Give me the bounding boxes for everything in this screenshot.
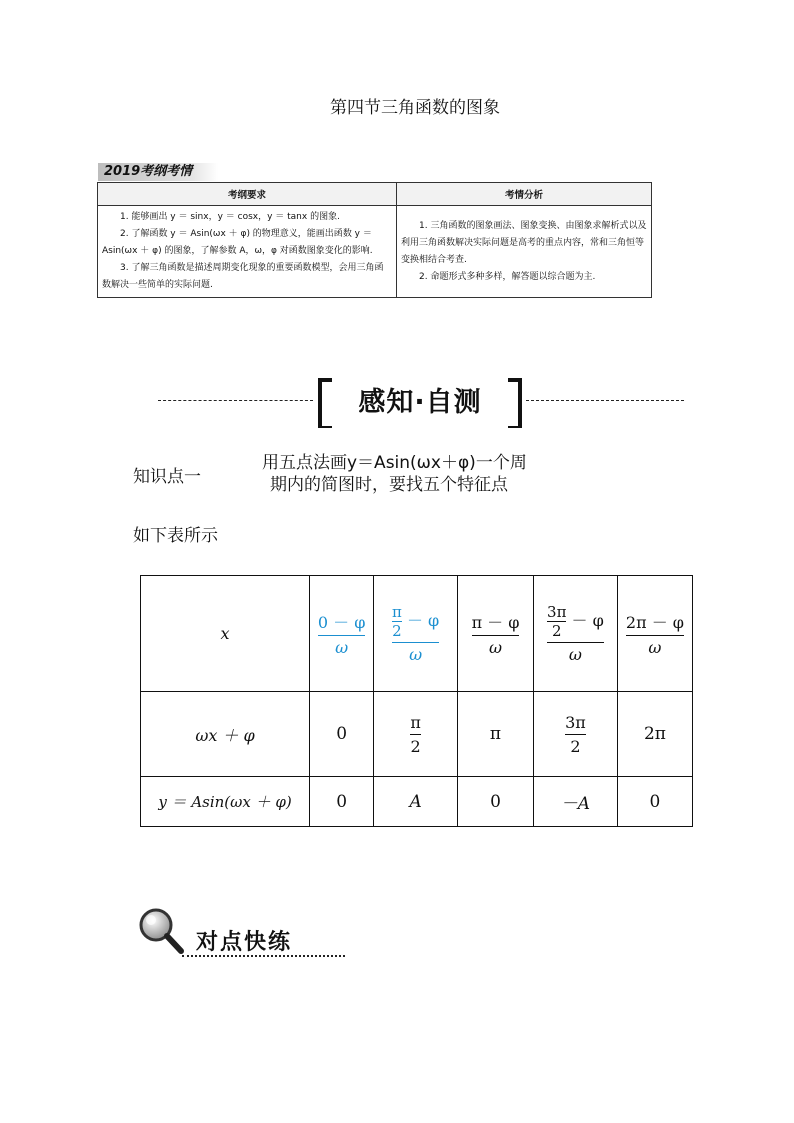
y-cell: 0	[458, 777, 534, 827]
analysis-item: 2. 命题形式多种多样，解答题以综合题为主.	[419, 271, 596, 282]
y-cell: A	[374, 777, 458, 827]
dashed-rule-left	[158, 400, 313, 401]
row-header-phase: ωx ＋ φ	[141, 692, 310, 777]
section-header	[158, 378, 686, 426]
row-header-x: x	[141, 576, 310, 692]
phase-fraction: $\frac{3\pi}{2}$	[565, 712, 586, 756]
five-point-table	[140, 575, 693, 827]
y-cell: 0	[310, 777, 374, 827]
phase-cell: 2π	[617, 692, 692, 777]
table-row	[141, 576, 693, 692]
table-row	[141, 777, 693, 827]
x-cell	[458, 576, 534, 692]
bracket-right-icon	[508, 378, 522, 428]
x-cell	[617, 576, 692, 692]
analysis-header: 考情分析	[397, 183, 652, 206]
x-fraction: $\frac{3\pi}{2}$ － φ ω	[547, 603, 604, 664]
phase-cell: 0	[310, 692, 374, 777]
phase-cell: π	[458, 692, 534, 777]
page-title: 第四节三角函数的图象	[330, 98, 500, 118]
y-cell: －A	[534, 777, 618, 827]
x-fraction: $\frac{0 - \varphi}{\omega}$	[317, 613, 366, 657]
requirements-header: 考纲要求	[98, 183, 397, 206]
requirements-cell	[98, 206, 397, 298]
x-cell	[374, 576, 458, 692]
practice-title: 对点快练	[196, 930, 293, 955]
practice-rule	[182, 955, 345, 957]
x-cell	[310, 576, 374, 692]
practice-banner	[136, 905, 351, 959]
requirement-item: 2. 了解函数 y ＝ Asin(ωx ＋ φ) 的物理意义，能画出函数 y ＝ Asin(ωx ＋ φ) 的图象，了解参数 A，ω，φ 对函数图象变化的影响.	[102, 229, 373, 256]
section-title: 感知·自测	[358, 387, 482, 418]
requirement-table	[97, 182, 652, 298]
x-fraction: $\frac{2\pi - \varphi}{\omega}$	[625, 613, 684, 657]
knowledge-point-line: 期内的简图时，要找五个特征点	[270, 475, 508, 495]
requirement-item: 1. 能够画出 y ＝ sinx，y ＝ cosx，y ＝ tanx 的图象.	[120, 212, 340, 222]
requirement-item: 3. 了解三角函数是描述周期变化现象的重要函数模型，会用三角函数解决一些简单的实际问题.	[102, 263, 384, 290]
knowledge-point-line: 用五点法画y＝Asin(ωx＋φ)一个周	[262, 453, 527, 473]
row-header-y: y ＝ Asin(ωx ＋ φ)	[141, 777, 310, 827]
y-cell: 0	[617, 777, 692, 827]
phase-fraction: $\frac{\pi}{2}$	[410, 712, 421, 756]
knowledge-point-label: 知识点一	[133, 467, 201, 487]
phase-cell	[534, 692, 618, 777]
knowledge-point-text	[262, 452, 542, 496]
phase-cell	[374, 692, 458, 777]
x-cell	[534, 576, 618, 692]
table-note: 如下表所示	[133, 526, 218, 546]
dashed-rule-right	[526, 400, 684, 401]
table-row	[141, 692, 693, 777]
analysis-item: 1. 三角函数的图象画法、图象变换、由图象求解析式以及利用三角函数解决实际问题是高考的重点内容，常和三角恒等变换相结合考查.	[401, 220, 647, 265]
exam-tag: 2019考纲考情	[98, 163, 218, 181]
analysis-cell	[397, 206, 652, 298]
magnifier-icon	[136, 905, 188, 957]
x-fraction: $\frac{\pi - \varphi}{\omega}$	[471, 613, 520, 657]
x-fraction: $\frac{\pi}{2}$ － φ ω	[392, 603, 440, 664]
